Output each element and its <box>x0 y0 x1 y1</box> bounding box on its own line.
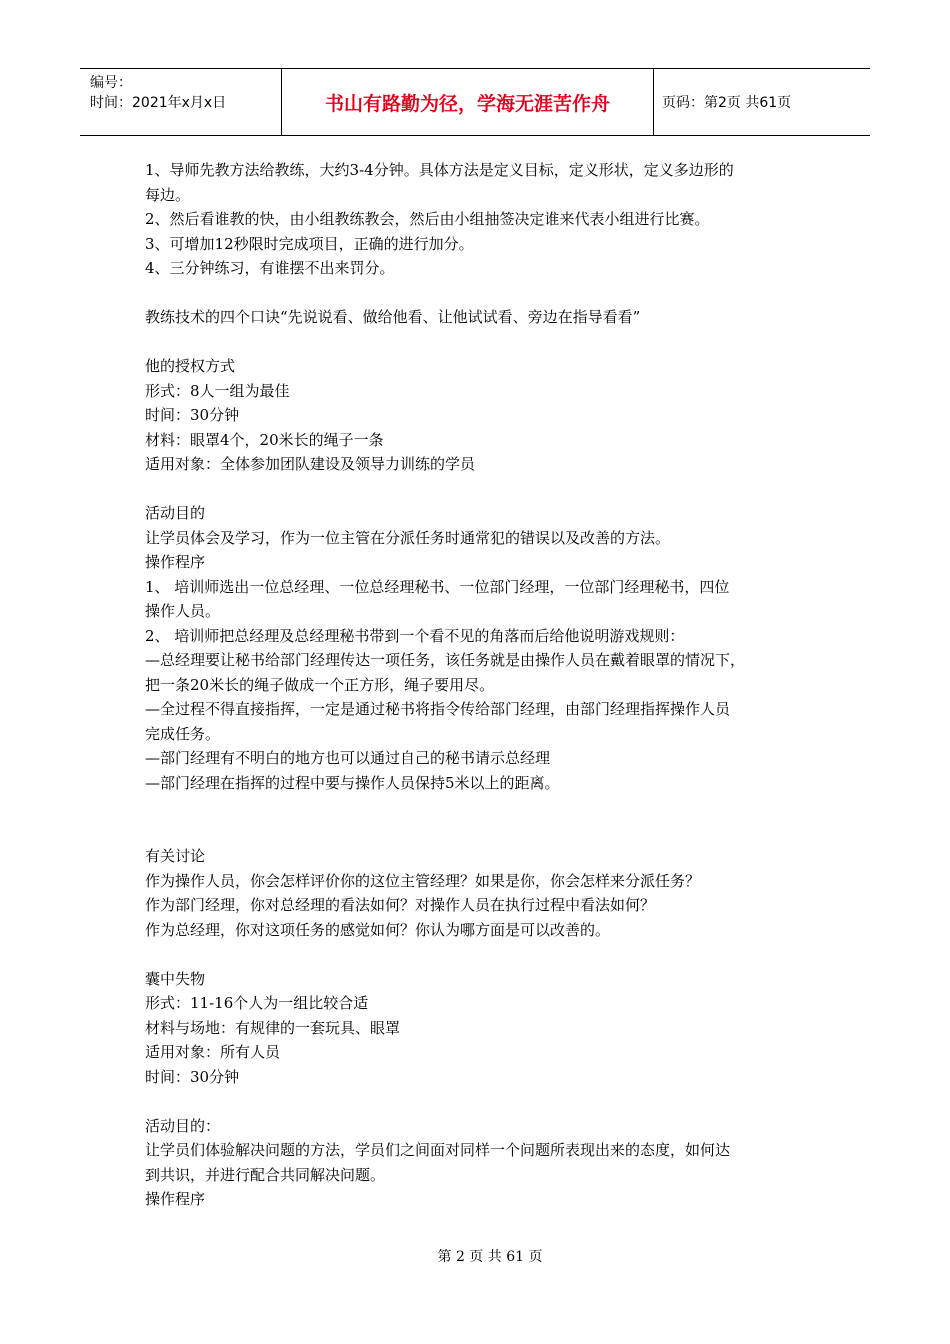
page-footer: 第 2 页 共 61 页 <box>437 1249 543 1265</box>
body-line: 形式：8人一组为最佳 <box>145 381 290 400</box>
body-line: 作为部门经理，你对总经理的看法如何？对操作人员在执行过程中看法如何？ <box>145 896 656 914</box>
body-line: 2、 培训师把总经理及总经理秘书带到一个看不见的角落而后给他说明游戏规则： <box>145 626 685 645</box>
body-line: —全过程不得直接指挥，一定是通过秘书将指令传给部门经理，由部门经理指挥操作人员 <box>145 700 731 718</box>
body-line: 有关讨论 <box>145 847 206 865</box>
body-line: 把一条20米长的绳子做成一个正方形，绳子要用尽。 <box>145 675 495 694</box>
body-line: 1、导师先教方法给教练，大约3-4分钟。具体方法是定义目标，定义形状，定义多边形的 <box>145 161 734 179</box>
document-body <box>145 158 825 1212</box>
body-line: 适用对象：全体参加团队建设及领导力训练的学员 <box>145 455 476 473</box>
blank-line <box>145 942 825 967</box>
blank-line <box>145 1089 825 1114</box>
body-line: 到共识，并进行配合共同解决问题。 <box>145 1165 386 1184</box>
body-line: 时间：30分钟 <box>145 1067 240 1086</box>
body-line: 教练技术的四个口诀“先说说看、做给他看、让他试试看、旁边在指导看看” <box>145 308 641 326</box>
body-line: 每边。 <box>145 185 191 204</box>
header-meta <box>80 69 282 135</box>
document-header <box>80 68 870 136</box>
body-line: 作为操作人员，你会怎样评价你的这位主管经理？如果是你，你会怎样来分派任务？ <box>145 871 701 890</box>
body-line: 操作程序 <box>145 553 206 571</box>
body-line: —总经理要让秘书给部门经理传达一项任务，该任务就是由操作人员在戴着眼罩的情况下， <box>145 651 746 669</box>
body-line: 让学员体会及学习，作为一位主管在分派任务时通常犯的错误以及改善的方法。 <box>145 528 671 547</box>
body-line: 完成任务。 <box>145 724 221 743</box>
header-motto: 书山有路勤为径，学海无涯苦作舟 <box>282 69 654 135</box>
body-line: 作为总经理，你对这项任务的感觉如何？你认为哪方面是可以改善的。 <box>145 920 611 939</box>
blank-line <box>145 477 825 502</box>
body-line: 3、可增加12秒限时完成项目，正确的进行加分。 <box>145 234 474 253</box>
body-line: 适用对象：所有人员 <box>145 1043 281 1061</box>
body-line: 他的授权方式 <box>145 357 236 375</box>
number-label: 编号： <box>90 75 132 91</box>
body-line: 1、 培训师选出一位总经理、一位总经理秘书、一位部门经理，一位部门经理秘书，四位 <box>145 577 730 596</box>
body-line: 活动目的 <box>145 504 206 522</box>
time-label: 时间：2021年x月x日 <box>90 95 227 111</box>
body-line: 操作人员。 <box>145 602 221 620</box>
body-line: 材料与场地：有规律的一套玩具、眼罩 <box>145 1018 401 1037</box>
body-line: 形式：11-16个人为一组比较合适 <box>145 994 369 1012</box>
blank-line <box>145 820 825 845</box>
body-line: 4、三分钟练习，有谁摆不出来罚分。 <box>145 259 395 277</box>
body-line: 囊中失物 <box>145 969 206 988</box>
blank-line <box>145 330 825 355</box>
body-line: 让学员们体验解决问题的方法，学员们之间面对同样一个问题所表现出来的态度，如何达 <box>145 1141 731 1159</box>
blank-line <box>145 795 825 820</box>
body-line: 材料：眼罩4个，20米长的绳子一条 <box>145 430 384 449</box>
blank-line <box>145 281 825 306</box>
body-line: 2、然后看谁教的快，由小组教练教会，然后由小组抽签决定谁来代表小组进行比赛。 <box>145 210 710 228</box>
body-line: 时间：30分钟 <box>145 406 240 424</box>
body-line: 操作程序 <box>145 1190 206 1208</box>
header-page-info: 页码：第2页 共61页 <box>662 95 792 111</box>
body-line: —部门经理在指挥的过程中要与操作人员保持5米以上的距离。 <box>145 773 560 792</box>
body-line: 活动目的： <box>145 1116 221 1135</box>
body-line: —部门经理有不明白的地方也可以通过自己的秘书请示总经理 <box>145 749 551 767</box>
